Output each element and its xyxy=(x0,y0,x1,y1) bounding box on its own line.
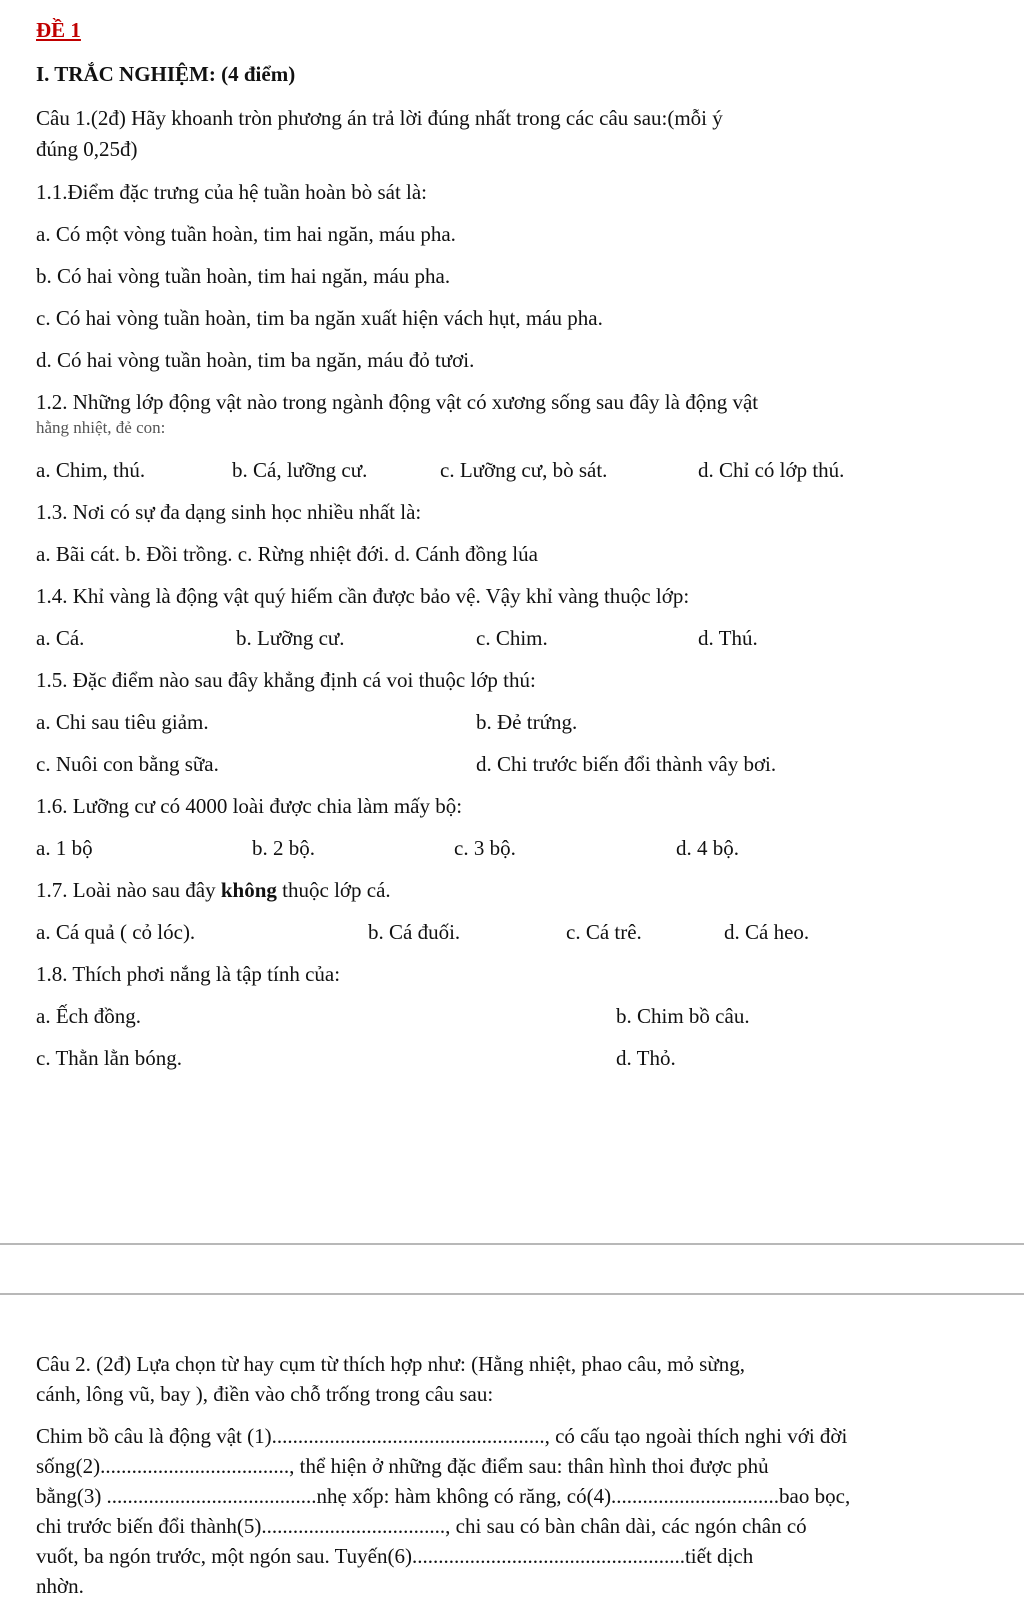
q1-6-stem: 1.6. Lưỡng cư có 4000 loài được chia làm mấy bộ: xyxy=(36,794,463,818)
q1-8-option-b[interactable]: b. Chim bồ câu. xyxy=(616,1004,750,1028)
q1-7-option-d[interactable]: d. Cá heo. xyxy=(724,920,810,944)
q1-1-option-c[interactable]: c. Có hai vòng tuần hoàn, tim ba ngăn xuất hiện vách hụt, máu pha. xyxy=(36,306,603,330)
q1-8-option-a[interactable]: a. Ếch đồng. xyxy=(36,1004,141,1028)
q1-5-option-d[interactable]: d. Chi trước biến đổi thành vây bơi. xyxy=(476,752,777,776)
q1-8-option-c[interactable]: c. Thằn lằn bóng. xyxy=(36,1046,182,1070)
q1-2-stem-line2: hằng nhiệt, đẻ con: xyxy=(36,418,166,437)
q1-7-stem-pre: 1.7. Loài nào sau đây xyxy=(36,878,221,902)
q2-line7: vuốt, ba ngón trước, một ngón sau. Tuyến(6)....................................................tiết dịch xyxy=(36,1544,754,1568)
q1-1-option-a[interactable]: a. Có một vòng tuần hoàn, tim hai ngăn, máu pha. xyxy=(36,222,456,246)
q1-7-stem xyxy=(36,878,391,902)
q2-line1: Câu 2. (2đ) Lựa chọn từ hay cụm từ thích hợp như: (Hằng nhiệt, phao câu, mỏ sừng, xyxy=(36,1352,745,1376)
q2-line3: Chim bồ câu là động vật (1)...................................................., có cấu tạo ngoài thích nghi với đời xyxy=(36,1424,848,1448)
q1-1-option-d[interactable]: d. Có hai vòng tuần hoàn, tim ba ngăn, máu đỏ tươi. xyxy=(36,348,475,372)
q2-line6: chi trước biến đổi thành(5)..................................., chi sau có bàn chân dài, các ngón chân có xyxy=(36,1514,807,1538)
q1-2-stem-line1: 1.2. Những lớp động vật nào trong ngành động vật có xương sống sau đây là động vật xyxy=(36,390,759,414)
q1-5-option-a[interactable]: a. Chi sau tiêu giảm. xyxy=(36,710,209,734)
q1-4-option-b[interactable]: b. Lưỡng cư. xyxy=(236,626,345,650)
q1-4-option-a[interactable]: a. Cá. xyxy=(36,626,85,650)
q1-1-option-b[interactable]: b. Có hai vòng tuần hoàn, tim hai ngăn, máu pha. xyxy=(36,264,451,288)
q1-3-options[interactable]: a. Bãi cát. b. Đồi trồng. c. Rừng nhiệt đới. d. Cánh đồng lúa xyxy=(36,542,538,566)
q2-line5: bằng(3) ........................................nhẹ xốp: hàm không có răng, có(4)................................bao bọc, xyxy=(36,1484,851,1508)
section-heading: I. TRẮC NGHIỆM: (4 điểm) xyxy=(36,62,296,86)
q1-intro-line1: Câu 1.(2đ) Hãy khoanh tròn phương án trả lời đúng nhất trong các câu sau:(mỗi ý xyxy=(36,106,723,130)
q1-5-option-c[interactable]: c. Nuôi con bằng sữa. xyxy=(36,752,219,776)
divider-top xyxy=(0,1243,1024,1245)
q1-5-option-b[interactable]: b. Đẻ trứng. xyxy=(476,710,578,734)
q1-2-option-a[interactable]: a. Chim, thú. xyxy=(36,458,146,482)
q2-line2: cánh, lông vũ, bay ), điền vào chỗ trống trong câu sau: xyxy=(36,1382,494,1406)
q1-7-option-c[interactable]: c. Cá trê. xyxy=(566,920,642,944)
divider-bottom xyxy=(0,1293,1024,1295)
q1-8-stem: 1.8. Thích phơi nắng là tập tính của: xyxy=(36,962,341,986)
q1-7-option-a[interactable]: a. Cá quả ( cỏ lóc). xyxy=(36,920,196,944)
q1-intro-line2: đúng 0,25đ) xyxy=(36,137,138,161)
q2-line4: sống(2)...................................., thể hiện ở những đặc điểm sau: thân hình thoi được phủ xyxy=(36,1454,769,1478)
q1-6-option-b[interactable]: b. 2 bộ. xyxy=(252,836,315,860)
q1-1-stem: 1.1.Điểm đặc trưng của hệ tuần hoàn bò sát là: xyxy=(36,180,428,204)
q1-5-stem: 1.5. Đặc điểm nào sau đây khẳng định cá voi thuộc lớp thú: xyxy=(36,668,536,692)
q1-2-option-c[interactable]: c. Lưỡng cư, bò sát. xyxy=(440,458,608,482)
page-title: ĐỀ 1 xyxy=(36,18,81,42)
q1-6-option-c[interactable]: c. 3 bộ. xyxy=(454,836,516,860)
q1-8-option-d[interactable]: d. Thỏ. xyxy=(616,1046,676,1070)
q1-7-option-b[interactable]: b. Cá đuối. xyxy=(368,920,461,944)
q1-4-stem: 1.4. Khỉ vàng là động vật quý hiếm cần được bảo vệ. Vậy khỉ vàng thuộc lớp: xyxy=(36,584,690,608)
q1-4-option-d[interactable]: d. Thú. xyxy=(698,626,758,650)
q1-7-stem-post: thuộc lớp cá. xyxy=(276,878,391,902)
q1-2-option-d[interactable]: d. Chỉ có lớp thú. xyxy=(698,458,845,482)
q1-2-option-b[interactable]: b. Cá, lưỡng cư. xyxy=(232,458,368,482)
q1-6-option-d[interactable]: d. 4 bộ. xyxy=(676,836,739,860)
q1-4-option-c[interactable]: c. Chim. xyxy=(476,626,548,650)
q2-line8: nhờn. xyxy=(36,1574,84,1598)
q1-6-option-a[interactable]: a. 1 bộ xyxy=(36,836,93,860)
q1-7-stem-bold: không xyxy=(220,878,277,902)
q1-3-stem: 1.3. Nơi có sự đa dạng sinh học nhiều nhất là: xyxy=(36,500,422,524)
